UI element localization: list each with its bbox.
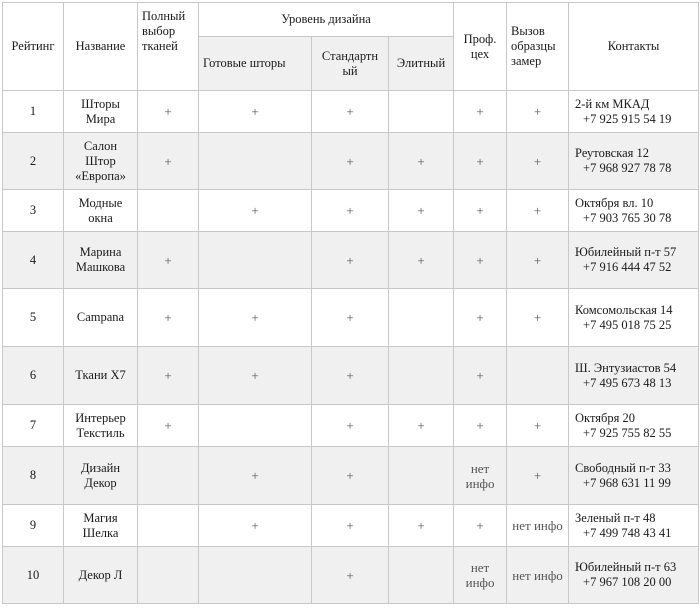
contact-address: 2-й км МКАД: [575, 96, 650, 111]
cell-call: нет инфо: [507, 547, 569, 604]
contact-phone: +7 916 444 47 52: [583, 260, 672, 274]
cell-contact: [569, 547, 699, 604]
cell-elite: +: [389, 505, 454, 547]
cell-ready: +: [199, 190, 312, 232]
cell-elite: +: [389, 190, 454, 232]
cell-call: +: [507, 133, 569, 190]
cell-standard: +: [312, 232, 389, 289]
cell-ready: +: [199, 505, 312, 547]
table-row: [3, 347, 699, 405]
contact-address: Зеленый п-т 48: [575, 510, 656, 525]
cell-contact: [569, 405, 699, 447]
header-elite: Элитный: [389, 37, 454, 91]
table-row: [3, 289, 699, 347]
cell-rating: 9: [3, 505, 64, 547]
contact-phone: +7 499 748 43 41: [583, 525, 672, 540]
header-name: Название: [64, 3, 138, 91]
cell-workshop: +: [454, 347, 507, 405]
contact-address: Октября 20: [575, 410, 635, 425]
cell-fabrics: [138, 547, 199, 604]
cell-standard: +: [312, 347, 389, 405]
cell-elite: [389, 447, 454, 505]
contact-address: Ш. Энтузиастов 54: [575, 360, 677, 375]
contact-phone: +7 495 018 75 25: [583, 317, 672, 332]
table-row: [3, 232, 699, 289]
cell-rating: 2: [3, 133, 64, 190]
header-ready: Готовые шторы: [199, 37, 312, 91]
cell-fabrics: +: [138, 133, 199, 190]
cell-standard: +: [312, 547, 389, 604]
cell-standard: +: [312, 505, 389, 547]
cell-elite: [389, 347, 454, 405]
cell-ready: [199, 405, 312, 447]
cell-contact: [569, 447, 699, 505]
cell-fabrics: [138, 447, 199, 505]
cell-fabrics: [138, 190, 199, 232]
cell-call: +: [507, 289, 569, 347]
table-row: [3, 447, 699, 505]
contact-phone: +7 495 673 48 13: [583, 375, 672, 390]
cell-ready: [199, 232, 312, 289]
cell-fabrics: +: [138, 405, 199, 447]
cell-name: Марина Машкова: [64, 232, 138, 289]
contact-address: Реутовская 12: [575, 146, 650, 160]
cell-name: Интерьер Текстиль: [64, 405, 138, 447]
cell-elite: [389, 547, 454, 604]
cell-workshop: нет инфо: [454, 547, 507, 604]
cell-call: +: [507, 190, 569, 232]
cell-workshop: +: [454, 405, 507, 447]
cell-name: Дизайн Декор: [64, 447, 138, 505]
contact-phone: +7 968 631 11 99: [583, 475, 671, 490]
cell-call: нет инфо: [507, 505, 569, 547]
cell-contact: [569, 91, 699, 133]
cell-name: Декор Л: [64, 547, 138, 604]
header-standard: Стандартн ый: [312, 37, 389, 91]
cell-call: +: [507, 91, 569, 133]
contact-address: Комсомольская 14: [575, 302, 673, 317]
cell-fabrics: [138, 505, 199, 547]
header-workshop: Проф. цех: [454, 3, 507, 91]
rating-table: [2, 2, 699, 604]
header-call: Вызов образцы замер: [507, 3, 569, 91]
cell-standard: +: [312, 405, 389, 447]
contact-address: Октября вл. 10: [575, 195, 654, 210]
cell-rating: 10: [3, 547, 64, 604]
cell-ready: [199, 133, 312, 190]
cell-name: Модные окна: [64, 190, 138, 232]
cell-name: Салон Штор «Европа»: [64, 133, 138, 190]
cell-contact: [569, 133, 699, 190]
contact-phone: +7 925 915 54 19: [583, 111, 672, 126]
cell-workshop: +: [454, 232, 507, 289]
cell-rating: 8: [3, 447, 64, 505]
cell-rating: 5: [3, 289, 64, 347]
cell-contact: [569, 232, 699, 289]
cell-rating: 1: [3, 91, 64, 133]
header-design-level: Уровень дизайна: [199, 3, 454, 37]
header-rating: Рейтинг: [3, 3, 64, 91]
contact-phone: +7 903 765 30 78: [583, 210, 672, 225]
cell-name: Шторы Мира: [64, 91, 138, 133]
contact-address: Юбилейный п-т 57: [575, 245, 677, 259]
cell-rating: 6: [3, 347, 64, 405]
cell-standard: +: [312, 133, 389, 190]
cell-fabrics: +: [138, 347, 199, 405]
contact-phone: +7 925 755 82 55: [583, 425, 672, 440]
cell-ready: [199, 547, 312, 604]
cell-workshop: +: [454, 91, 507, 133]
cell-call: +: [507, 405, 569, 447]
cell-name: Ткани Х7: [64, 347, 138, 405]
table-row: [3, 190, 699, 232]
cell-elite: +: [389, 133, 454, 190]
cell-elite: +: [389, 232, 454, 289]
cell-workshop: +: [454, 289, 507, 347]
table-row: [3, 133, 699, 190]
table-row: [3, 405, 699, 447]
cell-contact: [569, 505, 699, 547]
contact-address: Юбилейный п-т 63: [575, 560, 677, 574]
cell-workshop: +: [454, 505, 507, 547]
cell-standard: +: [312, 447, 389, 505]
cell-workshop: нет инфо: [454, 447, 507, 505]
cell-standard: +: [312, 91, 389, 133]
cell-call: +: [507, 447, 569, 505]
cell-rating: 7: [3, 405, 64, 447]
contact-phone: +7 968 927 78 78: [583, 161, 672, 175]
cell-name: Campana: [64, 289, 138, 347]
cell-fabrics: +: [138, 289, 199, 347]
table-row: [3, 505, 699, 547]
contact-address: Свободный п-т 33: [575, 460, 671, 475]
contact-phone: +7 967 108 20 00: [583, 575, 672, 589]
cell-elite: [389, 91, 454, 133]
cell-workshop: +: [454, 190, 507, 232]
cell-name: Магия Шелка: [64, 505, 138, 547]
cell-call: [507, 347, 569, 405]
cell-elite: +: [389, 405, 454, 447]
cell-ready: +: [199, 289, 312, 347]
table-row: [3, 547, 699, 604]
table-body: [3, 91, 699, 604]
cell-standard: +: [312, 190, 389, 232]
cell-ready: +: [199, 347, 312, 405]
cell-rating: 3: [3, 190, 64, 232]
cell-elite: [389, 289, 454, 347]
table-row: [3, 91, 699, 133]
cell-standard: +: [312, 289, 389, 347]
cell-rating: 4: [3, 232, 64, 289]
cell-contact: [569, 347, 699, 405]
cell-fabrics: +: [138, 232, 199, 289]
header-fabrics: Полный выбор тканей: [138, 3, 199, 91]
cell-ready: +: [199, 447, 312, 505]
cell-ready: +: [199, 91, 312, 133]
cell-contact: [569, 190, 699, 232]
cell-fabrics: +: [138, 91, 199, 133]
cell-contact: [569, 289, 699, 347]
header-contacts: Контакты: [569, 3, 699, 91]
cell-call: +: [507, 232, 569, 289]
cell-workshop: +: [454, 133, 507, 190]
